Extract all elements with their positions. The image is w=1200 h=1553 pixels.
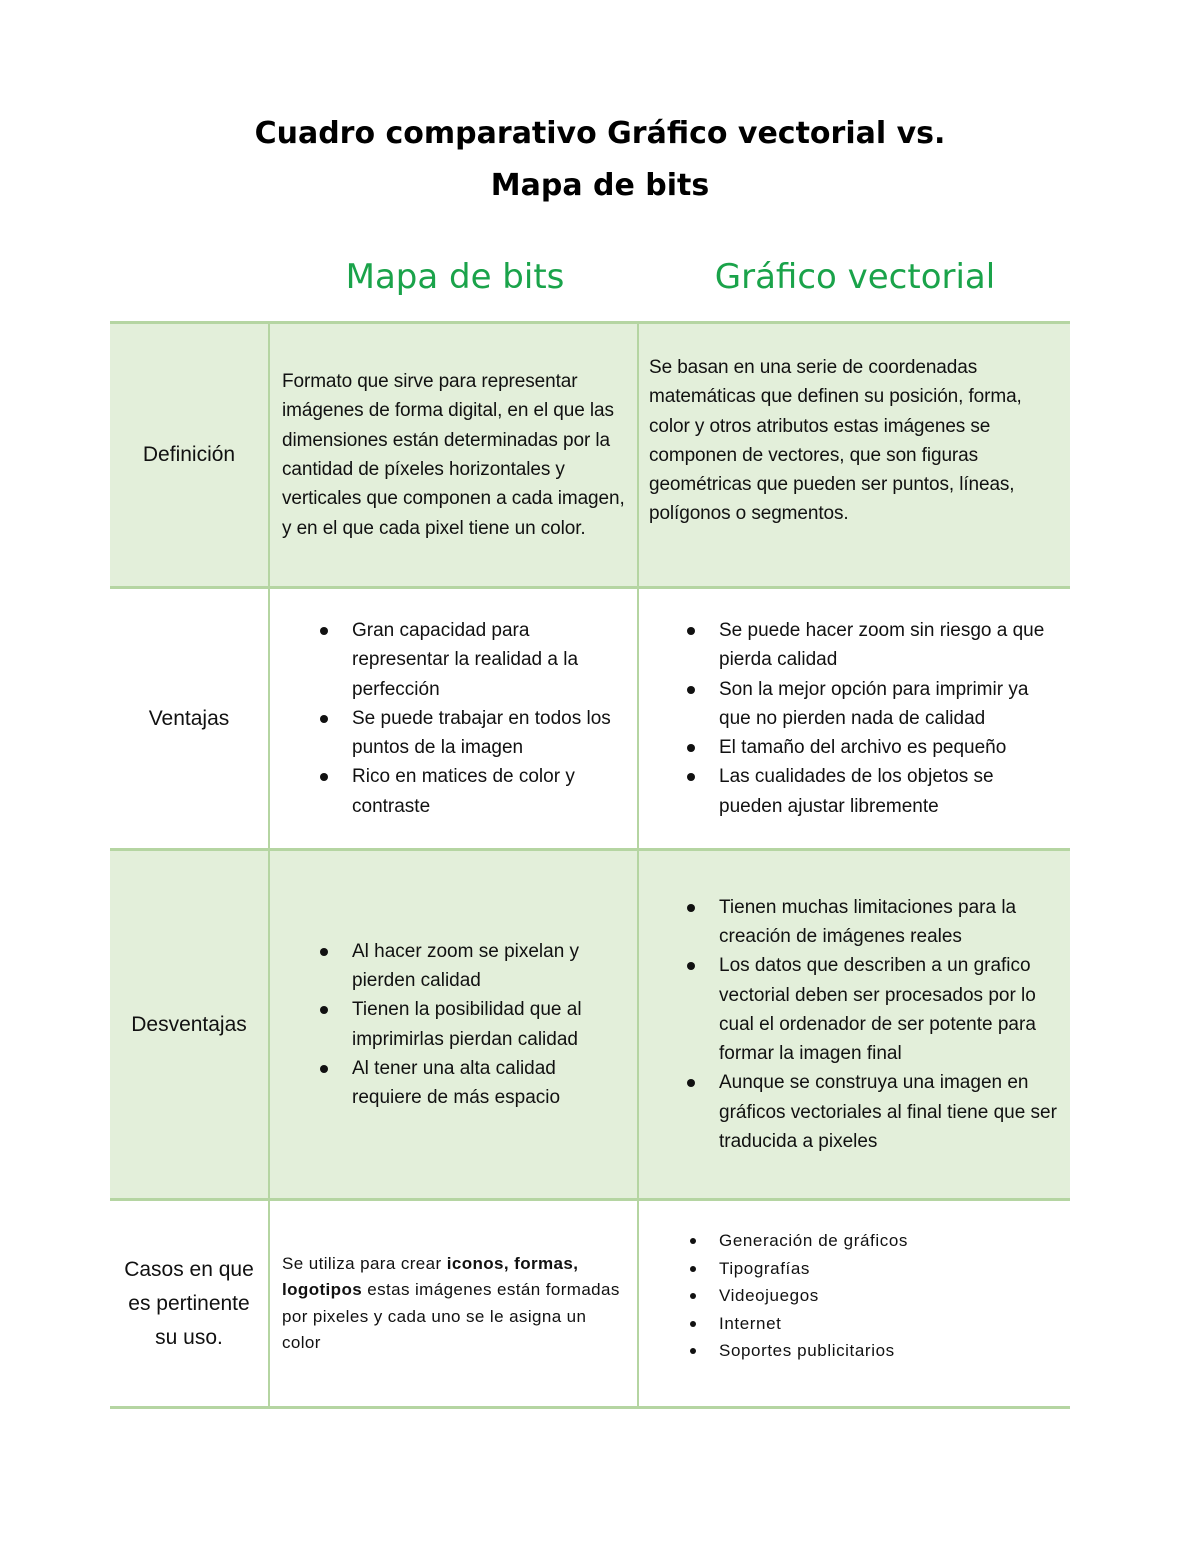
definicion-mapa-de-bits-text: Formato que sirve para representar imágenes de forma digital, en el que las dimensiones están determinadas por la cantidad de píxeles horizontales y verticales que componen a cada imagen, y en el que cada pixel tiene un color. — [282, 371, 625, 539]
definicion-grafico-vectorial-text: Se basan en una serie de coordenadas matemáticas que definen su posición, forma, color y otros atributos estas imágenes se componen de vectores, que son figuras geométricas que pueden ser puntos, líneas, polígonos o segmentos. — [649, 357, 1022, 525]
list-item: Videojuegos — [649, 1282, 908, 1310]
list-item: Generación de gráficos — [649, 1227, 908, 1255]
list-item: Soportes publicitarios — [649, 1337, 908, 1365]
list-item: Las cualidades de los objetos se pueden ajustar libremente — [649, 762, 1062, 821]
list-item: Tipografías — [649, 1255, 908, 1283]
cell-ventajas-mapa-de-bits — [270, 589, 639, 848]
row-label-definicion: Definición — [110, 324, 270, 586]
casos-text-part-2: estas imágenes están formadas por pixeles y cada uno se le asigna un color — [282, 1280, 620, 1352]
casos-text-part-1: Se utiliza para crear — [282, 1253, 447, 1273]
row-casos — [110, 1198, 1070, 1409]
row-desventajas — [110, 848, 1070, 1198]
casos-text-bold: iconos, formas, logotipos — [282, 1253, 579, 1299]
row-label-casos: Casos en que es pertinente su uso. — [110, 1201, 270, 1406]
desventajas-grafico-vectorial-list — [649, 893, 1062, 1157]
list-item: Son la mejor opción para imprimir ya que no pierden nada de calidad — [649, 675, 1062, 734]
ventajas-mapa-de-bits-list — [282, 616, 629, 821]
list-item: Gran capacidad para representar la realidad a la perfección — [282, 616, 629, 704]
cell-casos-mapa-de-bits — [270, 1201, 639, 1406]
list-item: Rico en matices de color y contraste — [282, 762, 629, 821]
list-item: Aunque se construya una imagen en gráficos vectoriales al final tiene que ser traducida a pixeles — [649, 1068, 1062, 1156]
list-item: Al hacer zoom se pixelan y pierden calidad — [282, 937, 629, 996]
cell-desventajas-mapa-de-bits — [270, 851, 639, 1198]
list-item: Tienen la posibilidad que al imprimirlas pierdan calidad — [282, 995, 629, 1054]
cell-desventajas-grafico-vectorial — [639, 851, 1070, 1198]
casos-grafico-vectorial-list — [649, 1227, 908, 1365]
row-label-ventajas: Ventajas — [110, 589, 270, 848]
title-line-2: Mapa de bits — [490, 168, 710, 203]
column-header-grafico-vectorial: Gráfico vectorial — [714, 257, 996, 297]
row-ventajas — [110, 586, 1070, 848]
document-title — [0, 108, 1200, 212]
cell-ventajas-grafico-vectorial — [639, 589, 1070, 848]
casos-mapa-de-bits-text — [282, 1251, 629, 1357]
list-item: Los datos que describen a un grafico vectorial deben ser procesados por lo cual el ordenador de ser potente para formar la imagen final — [649, 951, 1062, 1068]
cell-definicion-mapa-de-bits — [270, 324, 639, 586]
ventajas-grafico-vectorial-list — [649, 616, 1062, 821]
comparison-table — [110, 321, 1070, 1409]
list-item: Se puede trabajar en todos los puntos de la imagen — [282, 704, 629, 763]
desventajas-mapa-de-bits-list — [282, 937, 629, 1113]
column-header-mapa-de-bits: Mapa de bits — [345, 257, 565, 297]
list-item: Se puede hacer zoom sin riesgo a que pierda calidad — [649, 616, 1062, 675]
cell-casos-grafico-vectorial — [639, 1201, 1070, 1406]
list-item: El tamaño del archivo es pequeño — [649, 733, 1062, 762]
row-label-desventajas: Desventajas — [110, 851, 270, 1198]
list-item: Al tener una alta calidad requiere de más espacio — [282, 1054, 629, 1113]
title-line-1: Cuadro comparativo Gráfico vectorial vs. — [254, 116, 946, 151]
list-item: Internet — [649, 1310, 908, 1338]
cell-definicion-grafico-vectorial — [639, 324, 1070, 586]
list-item: Tienen muchas limitaciones para la creación de imágenes reales — [649, 893, 1062, 952]
row-definicion — [110, 321, 1070, 586]
